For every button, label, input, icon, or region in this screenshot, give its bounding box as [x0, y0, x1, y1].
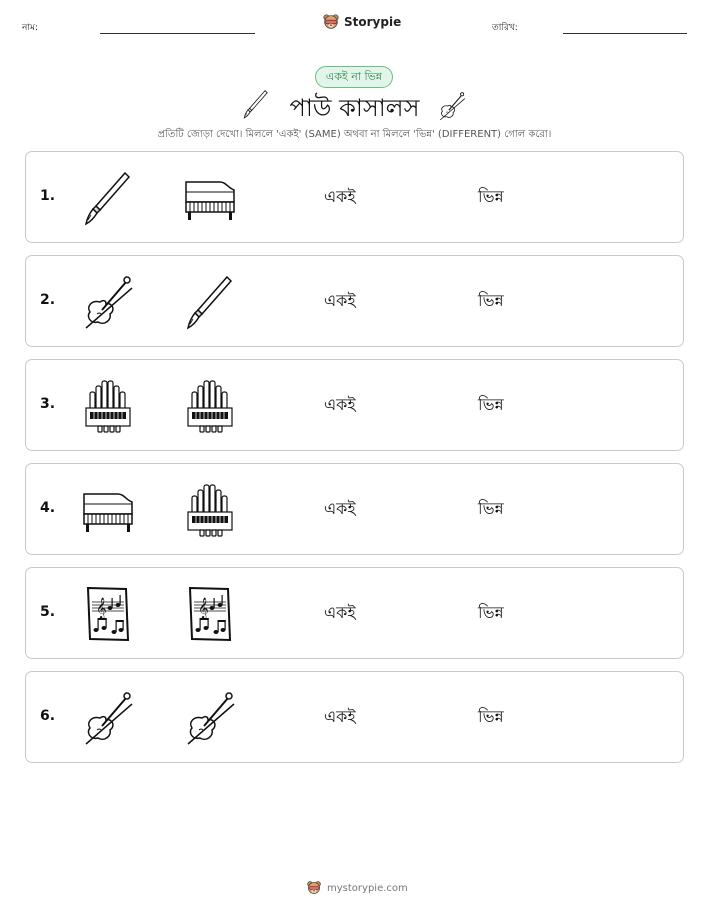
organ-icon: [180, 480, 240, 540]
option-same[interactable]: একই: [324, 603, 356, 622]
sheet-music-icon: [78, 584, 138, 644]
bear-logo-icon: [306, 880, 322, 896]
row-number: 4.: [40, 500, 56, 516]
option-different[interactable]: ভিন্ন: [478, 291, 504, 310]
exercise-row: [25, 463, 684, 555]
instructions: প্রতিটি জোড়া দেখো। মিললে 'একই' (SAME) অথবা না মিললে 'ভিন্ন' (DIFFERENT) গোল করো।: [157, 129, 552, 140]
activity-type-badge: একই না ভিন্ন: [315, 66, 393, 88]
exercise-row: [25, 359, 684, 451]
piano-icon: [78, 480, 138, 540]
row-number: 2.: [40, 292, 56, 308]
date-line[interactable]: [563, 33, 687, 34]
option-same[interactable]: একই: [324, 499, 356, 518]
option-different[interactable]: ভিন্ন: [478, 707, 504, 726]
worksheet-header: [0, 0, 709, 40]
page-title: পাউ কাসালস: [289, 94, 420, 122]
row-number: 3.: [40, 396, 56, 412]
option-same[interactable]: একই: [324, 187, 356, 206]
paintbrush-icon: [78, 168, 138, 228]
option-same[interactable]: একই: [324, 395, 356, 414]
violin-icon: [78, 272, 138, 332]
piano-icon: [180, 168, 240, 228]
organ-icon: [78, 376, 138, 436]
date-label: তারিখ:: [492, 23, 518, 33]
footer-url: mystorypie.com: [327, 882, 408, 894]
row-number: 6.: [40, 708, 56, 724]
violin-icon: [436, 90, 468, 122]
exercise-row: [25, 255, 684, 347]
brand: [322, 12, 401, 32]
violin-icon: [78, 688, 138, 748]
name-line[interactable]: [100, 33, 255, 34]
option-different[interactable]: ভিন্ন: [478, 187, 504, 206]
row-number: 5.: [40, 604, 56, 620]
option-different[interactable]: ভিন্ন: [478, 499, 504, 518]
option-different[interactable]: ভিন্ন: [478, 603, 504, 622]
option-same[interactable]: একই: [324, 707, 356, 726]
footer: [306, 880, 408, 896]
exercise-row: [25, 567, 684, 659]
exercise-row: [25, 151, 684, 243]
row-number: 1.: [40, 188, 56, 204]
name-label: নাম:: [22, 23, 39, 33]
sheet-music-icon: [180, 584, 240, 644]
option-same[interactable]: একই: [324, 291, 356, 310]
exercise-row: [25, 671, 684, 763]
paintbrush-icon: [180, 272, 240, 332]
bear-logo-icon: [322, 13, 340, 31]
brand-name: Storypie: [344, 15, 402, 29]
violin-icon: [180, 688, 240, 748]
option-different[interactable]: ভিন্ন: [478, 395, 504, 414]
organ-icon: [180, 376, 240, 436]
